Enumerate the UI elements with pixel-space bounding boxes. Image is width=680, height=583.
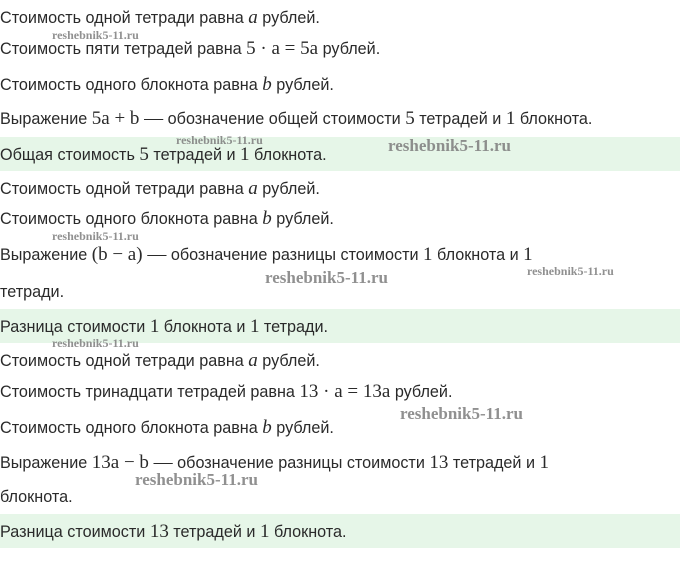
text-line: Выражение (b − a) — обозначение разницы стоимости 1 блокнота и 1 [0,244,533,265]
watermark: reshebnik5-11.ru [176,133,263,147]
watermark: reshebnik5-11.ru [52,229,139,243]
watermark: reshebnik5-11.ru [265,268,388,287]
text-line: Стоимость одного блокнота равна b рублей. [0,417,334,438]
text-line: Стоимость одного блокнота равна b рублей. [0,74,334,95]
watermark: reshebnik5-11.ru [52,336,139,350]
watermark: reshebnik5-11.ru [527,264,614,278]
text-line: Стоимость тринадцати тетрадей равна 13 · a = 13a рублей. [0,381,453,402]
text-line: Выражение 5a + b — обозначение общей стоимости 5 тетрадей и 1 блокнота. [0,108,593,129]
watermark: reshebnik5-11.ru [388,136,511,155]
watermark: reshebnik5-11.ru [400,404,523,423]
answer-line: Общая стоимость 5 тетрадей и 1 блокнота. [0,144,327,165]
text-line: Стоимость одной тетради равна a рублей. [0,178,320,199]
watermark: reshebnik5-11.ru [135,470,258,489]
answer-line: Разница стоимости 13 тетрадей и 1 блокнота. [0,521,347,542]
text-line: Стоимость пяти тетрадей равна 5 · a = 5a рублей. [0,38,381,59]
text-line: Выражение 13a − b — обозначение разницы стоимости 13 тетрадей и 1 [0,452,550,473]
text-line: Стоимость одной тетради равна a рублей. [0,7,320,28]
watermark: reshebnik5-11.ru [52,28,139,42]
answer-line: Разница стоимости 1 блокнота и 1 тетради. [0,316,329,337]
text-line: тетради. [0,283,65,301]
text-line: блокнота. [0,488,73,506]
text-line: Стоимость одного блокнота равна b рублей. [0,208,334,229]
text-line: Стоимость одной тетради равна a рублей. [0,350,320,371]
